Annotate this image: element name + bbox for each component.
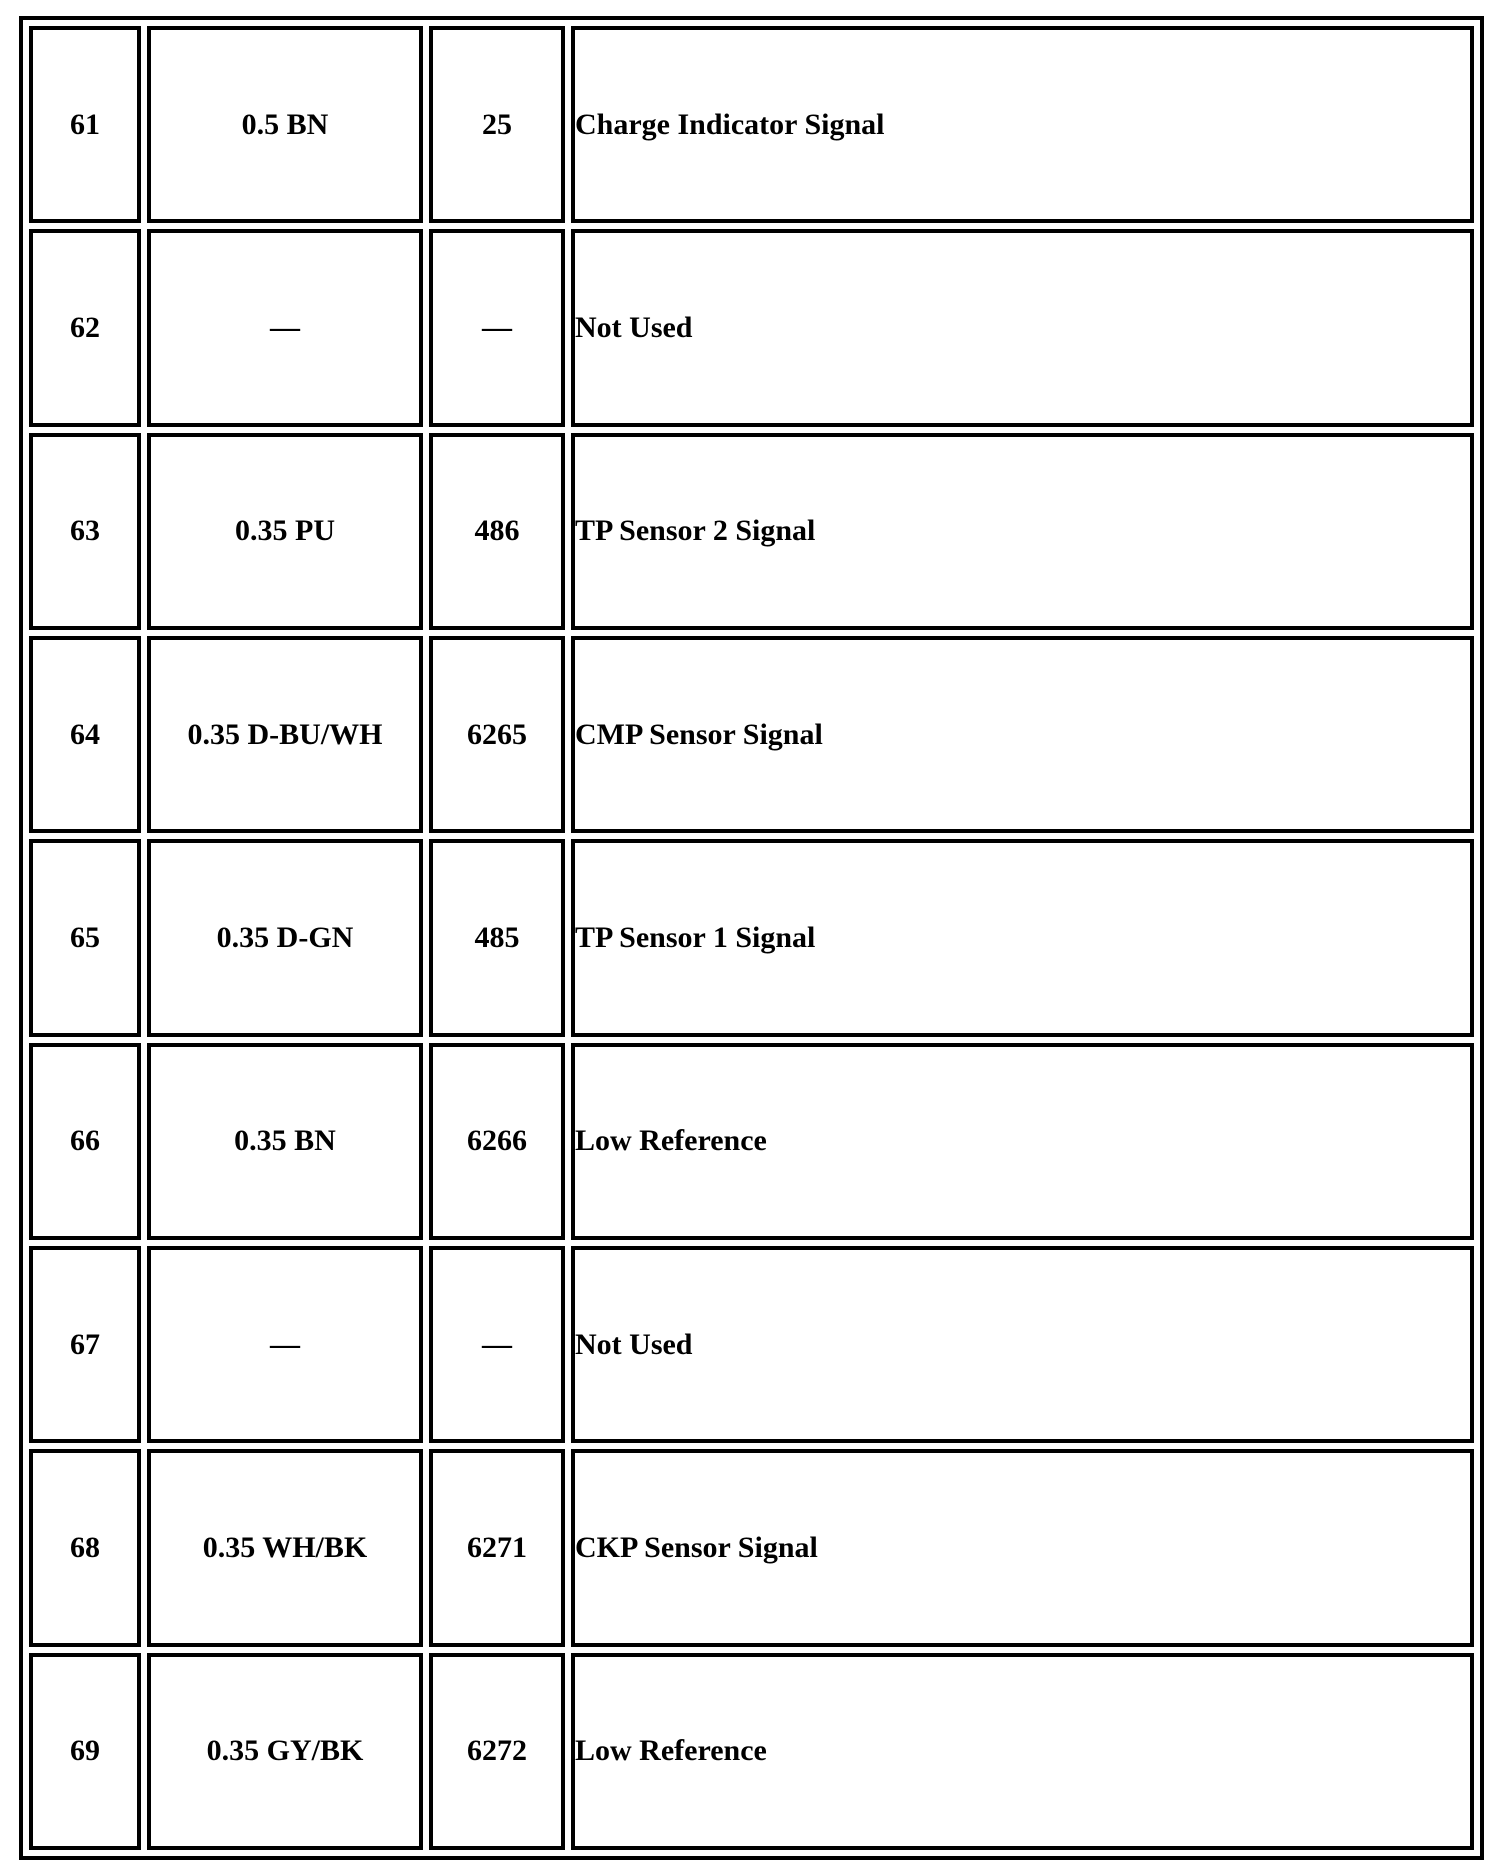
circuit-number-cell: 6265 (429, 636, 565, 833)
wire-size-color-cell: — (147, 1246, 423, 1443)
table-row (29, 1449, 1474, 1646)
table-row (29, 1246, 1474, 1443)
function-cell: Not Used (571, 1246, 1474, 1443)
circuit-number-cell: — (429, 229, 565, 426)
table-row (29, 1653, 1474, 1850)
pinout-table-container (19, 16, 1484, 1860)
function-cell: Not Used (571, 229, 1474, 426)
function-cell: TP Sensor 2 Signal (571, 433, 1474, 630)
pin-number-cell: 61 (29, 26, 141, 223)
function-cell: CKP Sensor Signal (571, 1449, 1474, 1646)
wire-size-color-cell: 0.5 BN (147, 26, 423, 223)
table-row (29, 26, 1474, 223)
pin-number-cell: 65 (29, 839, 141, 1036)
wire-size-color-cell: 0.35 D-GN (147, 839, 423, 1036)
circuit-number-cell: 25 (429, 26, 565, 223)
pin-number-cell: 63 (29, 433, 141, 630)
function-cell: TP Sensor 1 Signal (571, 839, 1474, 1036)
table-row (29, 839, 1474, 1036)
wire-size-color-cell: — (147, 229, 423, 426)
table-row (29, 229, 1474, 426)
circuit-number-cell: 6271 (429, 1449, 565, 1646)
table-row (29, 1043, 1474, 1240)
pin-number-cell: 66 (29, 1043, 141, 1240)
wire-size-color-cell: 0.35 PU (147, 433, 423, 630)
table-row (29, 636, 1474, 833)
circuit-number-cell: 486 (429, 433, 565, 630)
pinout-table (19, 16, 1484, 1860)
wire-size-color-cell: 0.35 WH/BK (147, 1449, 423, 1646)
function-cell: Low Reference (571, 1653, 1474, 1850)
pin-number-cell: 62 (29, 229, 141, 426)
pin-number-cell: 68 (29, 1449, 141, 1646)
pin-number-cell: 64 (29, 636, 141, 833)
wire-size-color-cell: 0.35 D-BU/WH (147, 636, 423, 833)
function-cell: Low Reference (571, 1043, 1474, 1240)
table-row (29, 433, 1474, 630)
pin-number-cell: 69 (29, 1653, 141, 1850)
pin-number-cell: 67 (29, 1246, 141, 1443)
circuit-number-cell: 6266 (429, 1043, 565, 1240)
circuit-number-cell: 485 (429, 839, 565, 1036)
function-cell: CMP Sensor Signal (571, 636, 1474, 833)
wire-size-color-cell: 0.35 BN (147, 1043, 423, 1240)
wire-size-color-cell: 0.35 GY/BK (147, 1653, 423, 1850)
function-cell: Charge Indicator Signal (571, 26, 1474, 223)
circuit-number-cell: 6272 (429, 1653, 565, 1850)
circuit-number-cell: — (429, 1246, 565, 1443)
